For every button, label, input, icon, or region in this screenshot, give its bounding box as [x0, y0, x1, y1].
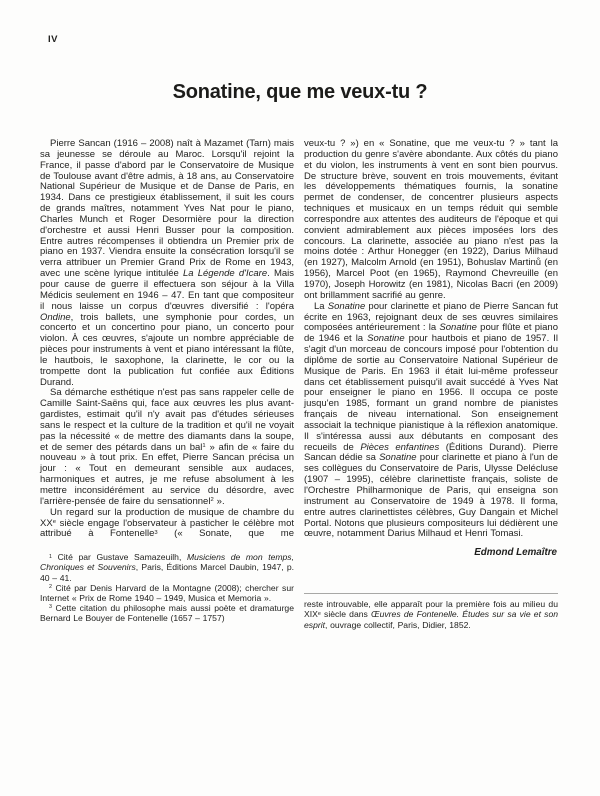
right-column-body — [304, 139, 558, 540]
body-paragraph: Sa démarche esthétique n'est pas sans rappeler celle de Camille Saint-Saëns qui, face aux œuvres les plus avant-gardistes, estimait qu'il n'y avait pas d'études sérieuses sans le respect et la culture de la tradition et qu'il ne voyait pas la nécessité « de mettre des diamants dans la soupe, et de semer des pétards dans un bal$^1$ » afin de « faire du nouveau » à tout prix. En effet, Pierre Sancan précisa un jour : « Tout en demeurant sensible aux audaces, harmoniques et autres, je me refuse absolument à les mettre inconsidérément au service du désordre, avec l'arrière-pensée de faire du sensationnel$^2$ ». — [40, 387, 294, 507]
footnote: $^2$ Cité par Denis Harvard de la Montagne (2008); chercher sur Internet « Prix de Rome 1940 – 1949, Musica et Memoria ». — [40, 582, 294, 603]
body-paragraph: Pierre Sancan (1916 – 2008) naît à Mazamet (Tarn) mais sa jeunesse se déroule au Maroc. Lorsqu'il rejoint la France, il passe d'abord par le Conservatoire de Musique de Toulouse avant d'être admis, à 18 ans, au Conservatoire National Supérieur de Musique et de Danse de Paris, en 1934. Dans ce prestigieux établissement, il suit les cours de grands maîtres, notamment Yves Nat pour le piano, Charles Munch et Roger Desormière pour la direction d'orchestre et aussi Henri Busser pour la composition. Entre autres récompenses il obtiendra un Premier prix de piano en 1937. Viendra ensuite la consécration lorsqu'il se verra attribuer un Premier Grand Prix de Rome en 1943, avec une scène lyrique intitulée La Légende d'Icare. Mais pour cause de guerre il effectuera son séjour à la Villa Médicis seulement en 1946 – 47. En tant que compositeur il nous laisse un corpus d'œuvres diversifié : l'opéra Ondine, trois ballets, une symphonie pour cordes, un concerto et un concertino pour piano, un concerto pour violon. À ces œuvres, s'ajoute un nombre appréciable de pièces pour instruments à vent et piano intéressant la flûte, le hautbois, le saxophone, la clarinette, le cor ou la trompette dont la publication fut confiée aux Éditions Durand. — [40, 138, 294, 388]
body-paragraph: Un regard sur la production de musique de chambre du XXe siècle engage l'observateur à pasticher le célèbre mot attribué à Fontenelle$^3$ (« Sonate, que me — [40, 506, 294, 540]
left-column-body — [40, 139, 294, 540]
left-column — [40, 139, 294, 630]
right-column-footnotes — [304, 599, 558, 629]
right-column — [304, 139, 558, 630]
author-signature: Edmond Lemaître — [474, 547, 557, 559]
text-columns — [40, 139, 558, 630]
left-column-footnotes — [40, 552, 294, 623]
footnote: $^3$ Cette citation du philosophe mais aussi poète et dramaturge Bernard Le Bouyer de Fontenelle (1657 – 1757) — [40, 603, 294, 624]
body-paragraph: La Sonatine pour clarinette et piano de Pierre Sancan fut écrite en 1963, rejoignant deux de ses œuvres similaires composées antérieurement : la Sonatine pour flûte et piano de 1946 et la Sonatine pour hautbois et piano de 1957. Il s'agit d'un morceau de concours imposé pour l'obtention du diplôme de sortie au Conservatoire National Supérieur de Musique de Paris. En 1963 il était lui-même professeur dans cet établissement puisqu'il avait succédé à Yves Nat pour enseigner le piano en 1956. Il occupa ce poste jusqu'en 1985, formant un grand nombre de pianistes français de niveau international. Son enseignement associait la technique pianistique à la réflexion anatomique. Il s'intéressa aussi aux débutants en composant des recueils de Pièces enfantines (Éditions Durand). Pierre Sancan dédie sa Sonatine pour clarinette et piano à l'un de ses collègues du Conservatoire de Paris, Ulysse Delécluse (1907 – 1995), célèbre clarinettiste français, soliste de l'Orchestre Philharmonique de Paris, qui enseigna son instrument au Conservatoire de 1949 à 1978. Il forma, entre autres clarinettistes célèbres, Guy Dangain et Michel Portal. Notons que plusieurs compositeurs lui dédièrent une œuvre, notamment Darius Milhaud et Henri Tomasi. — [304, 300, 559, 540]
body-paragraph: veux-tu ? ») en « Sonatine, que me veux-tu ? » tant la production du genre s'avère abondante. Aux côtés du piano et du violon, les instruments à vent en sont bien pourvus. De structure brève, souvent en trois mouvements, évitant les développements thématiques fournis, la sonatine permet de condenser, de concentrer plusieurs aspects techniques et musicaux en un temps réduit qui semble correspondre aux attentes des auditeurs de l'époque et qui convient admirablement aux pièces imposées lors des concours. La clarinette, associée au piano n'est pas la moins dotée : Arthur Honegger (en 1922), Darius Milhaud (en 1927), Malcolm Arnold (en 1951), Bohuslav Martinů (en 1956), Marcel Poot (en 1965), Raymond Chevreuille (en 1970), Joseph Horowitz (en 1981), Nicolas Bacri (en 2009) ont brillamment sacrifié au genre. — [304, 138, 558, 301]
page-title: Sonatine, que me veux-tu ? — [172, 81, 428, 103]
footnote-continuation: reste introuvable, elle apparaît pour la première fois au milieu du XIXe siècle dans Œuvres de Fontenelle. Études sur sa vie et son esprit, ouvrage collectif, Paris, Didier, 1852. — [304, 599, 559, 630]
footnote-separator-rule — [304, 593, 558, 594]
page-number: IV — [48, 34, 58, 45]
footnote: $^1$ Cité par Gustave Samazeuilh, Musiciens de mon temps, Chroniques et Souvenirs, Paris, Éditions Marcel Daubin, 1947, p. 40 – 41. — [40, 552, 294, 583]
